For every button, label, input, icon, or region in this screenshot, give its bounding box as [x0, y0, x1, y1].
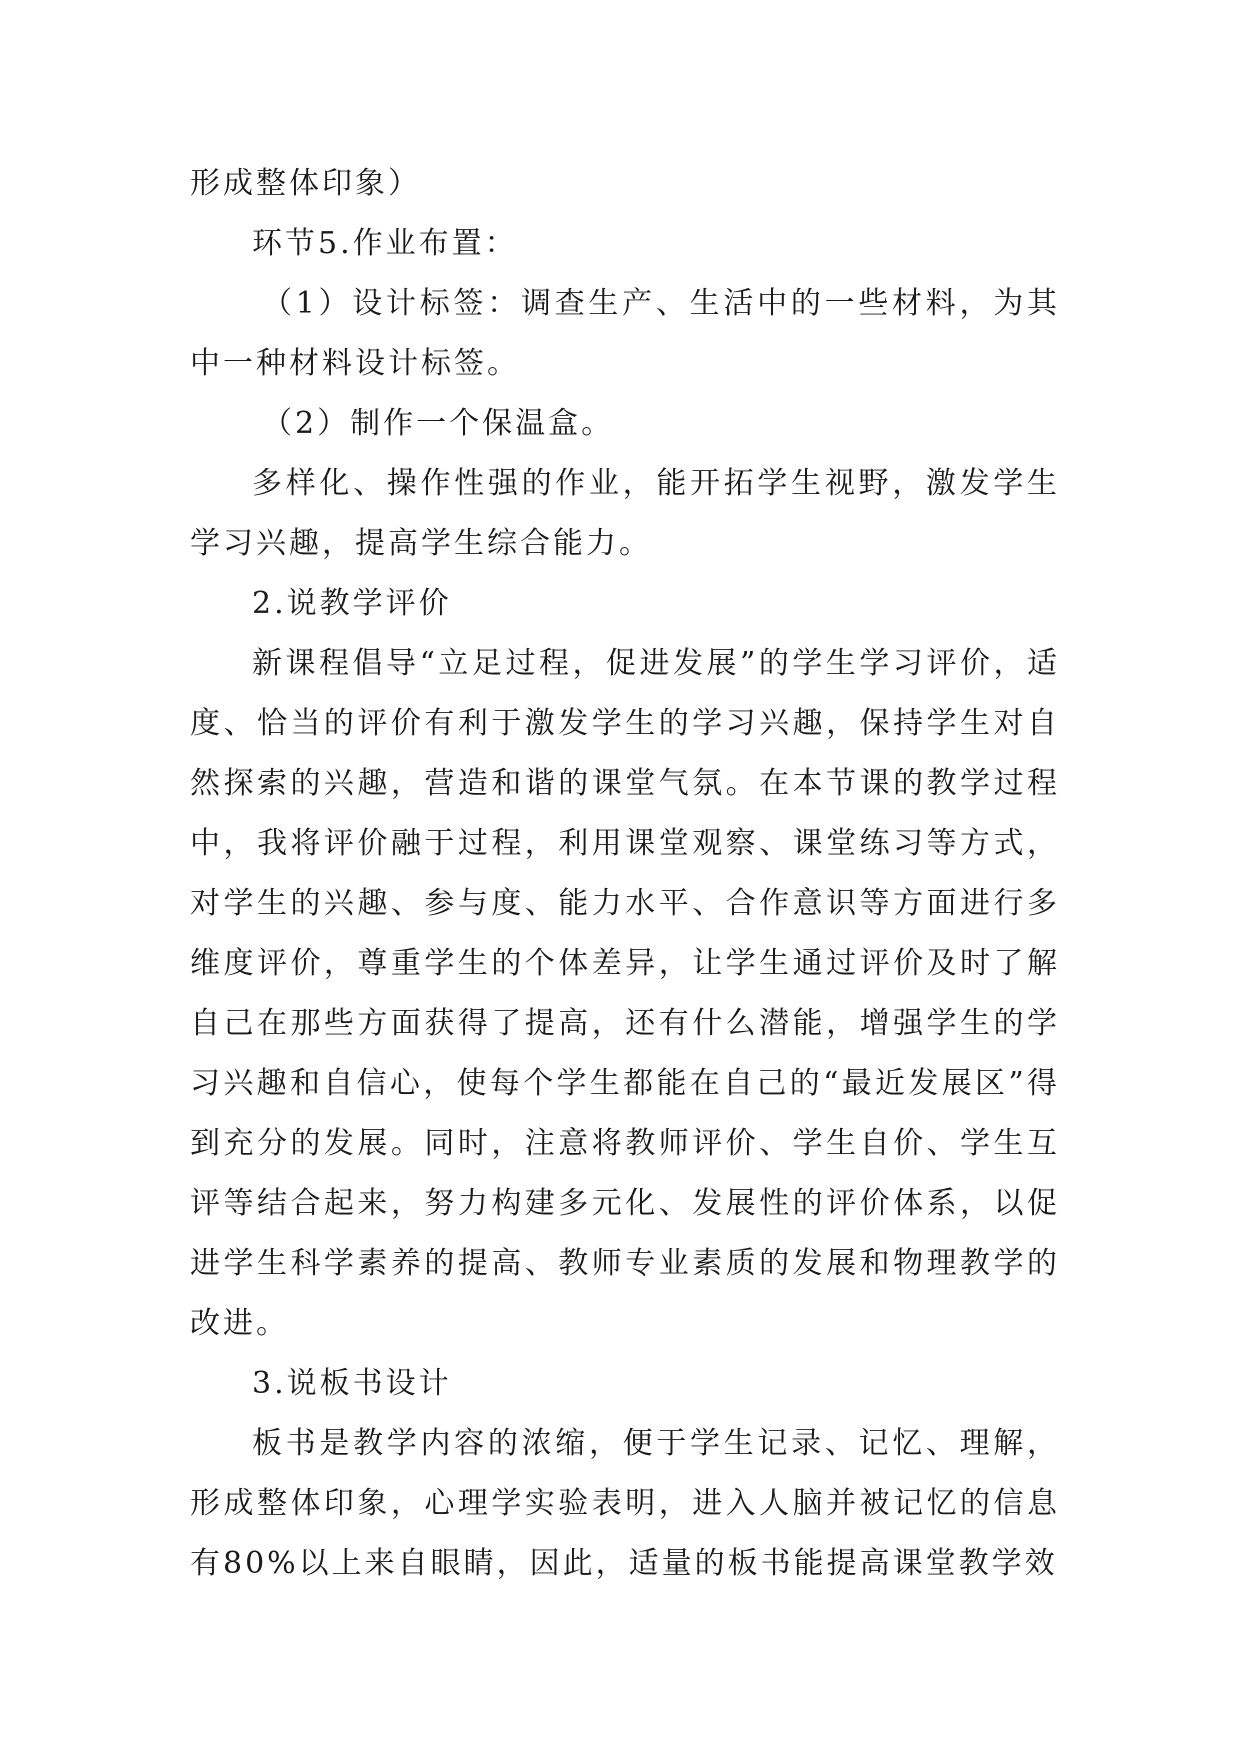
document-body: [190, 154, 1060, 1594]
section-heading-blackboard: 3.说板书设计: [252, 1366, 452, 1401]
section-heading-homework: 环节5.作业布置：: [252, 226, 518, 261]
section-heading-evaluation: 2.说教学评价: [252, 586, 452, 621]
paragraph-blackboard: 板书是教学内容的浓缩，便于学生记录、记忆、理解，形成整体印象，心理学实验表明，进入人脑并被记忆的信息有80%以上来自眼睛，因此，适量的板书能提高课堂教学效: [190, 1426, 1060, 1581]
homework-item-2: （2）制作一个保温盒。: [262, 406, 615, 441]
paragraph-continuation: 形成整体印象）: [190, 166, 421, 201]
paragraph-evaluation: 新课程倡导“立足过程，促进发展”的学生学习评价，适度、恰当的评价有利于激发学生的学习兴趣，保持学生对自然探索的兴趣，营造和谐的课堂气氛。在本节课的教学过程中，我将评价融于过程，利用课堂观察、课堂练习等方式，对学生的兴趣、参与度、能力水平、合作意识等方面进行多维度评价，尊重学生的个体差异，让学生通过评价及时了解自己在那些方面获得了提高，还有什么潜能，增强学生的学习兴趣和自信心，使每个学生都能在自己的“最近发展区”得到充分的发展。同时，注意将教师评价、学生自价、学生互评等结合起来，努力构建多元化、发展性的评价体系，以促进学生科学素养的提高、教师专业素质的发展和物理教学的改进。: [190, 646, 1060, 1341]
homework-item-1: （1）设计标签：调查生产、生活中的一些材料，为其中一种材料设计标签。: [190, 286, 1060, 381]
paragraph-homework-purpose: 多样化、操作性强的作业，能开拓学生视野，激发学生学习兴趣，提高学生综合能力。: [190, 466, 1060, 561]
